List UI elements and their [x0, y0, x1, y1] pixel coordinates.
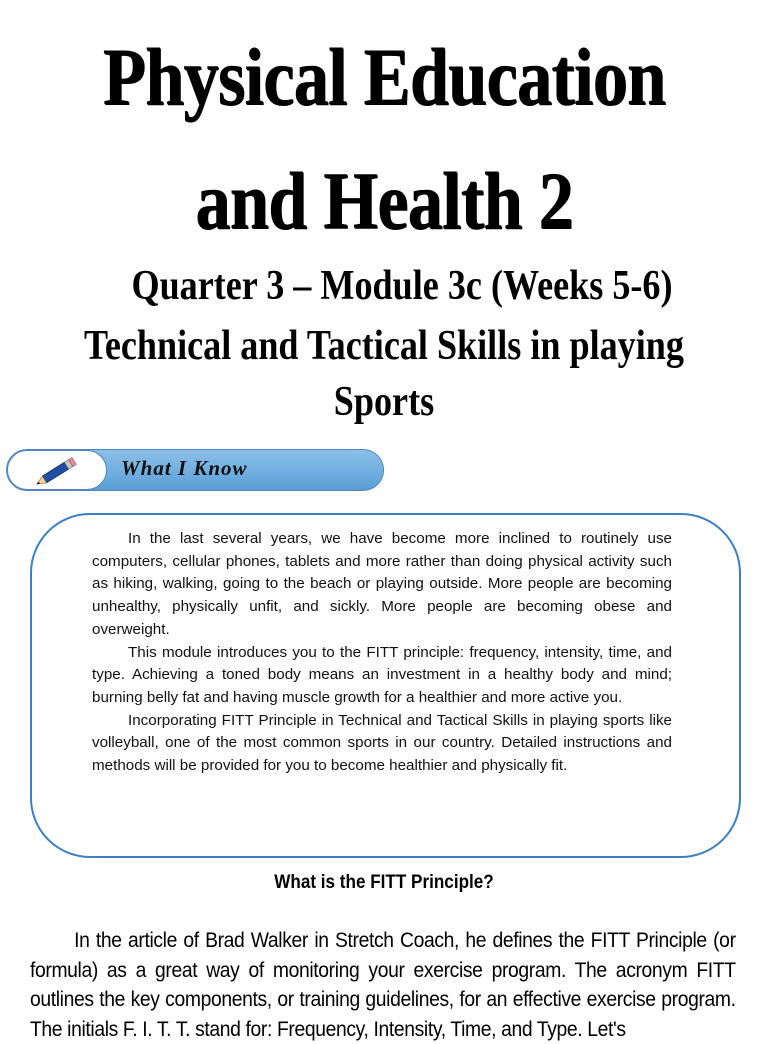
fitt-heading: What is the FITT Principle? [274, 872, 494, 893]
banner-icon-holder [7, 450, 107, 490]
intro-paragraph: Incorporating FITT Principle in Technical and Tactical Skills in playing sports like volleyball, one of the most common sports in our country. Detailed instructions and methods will be provided for you to become healthier and physically fit. [92, 711, 672, 775]
topic-title-line-1: Technical and Tactical Skills in playing [84, 323, 684, 369]
intro-paragraph: This module introduces you to the FITT principle: frequency, intensity, time, and type. Achieving a toned body means an investment in a healthy body and mind; burning belly fat and having muscle growth for a healthier and more active you. [92, 643, 672, 706]
module-title-line-2: and Health 2 [195, 155, 573, 246]
intro-paragraph: In the last several years, we have become more inclined to routinely use computers, cellular phones, tablets and more rather than doing physical activity such as hiking, walking, going to the beach or playing outside. More people are becoming unhealthy, physically unfit, and sickly. More people are becoming obese and overweight. [92, 530, 672, 638]
what-i-know-banner [6, 449, 384, 491]
quarter-module-label: Quarter 3 – Module 3c (Weeks 5-6) [131, 263, 673, 309]
section-title: What I Know [121, 456, 248, 480]
pencil-icon [8, 451, 108, 491]
topic-title-line-2: Sports [333, 379, 435, 425]
module-title-line-1: Physical Education [102, 31, 666, 122]
intro-text [92, 528, 672, 778]
fitt-body-paragraph: In the article of Brad Walker in Stretch Coach, he defines the FITT Principle (or formula) as a great way of monitoring your exercise program. The acronym FITT outlines the key components, or training guidelines, for an effective exercise program. The initials F. I. T. T. stand for: Frequency, Intensity, Time, and Type. Let's [30, 929, 736, 1041]
